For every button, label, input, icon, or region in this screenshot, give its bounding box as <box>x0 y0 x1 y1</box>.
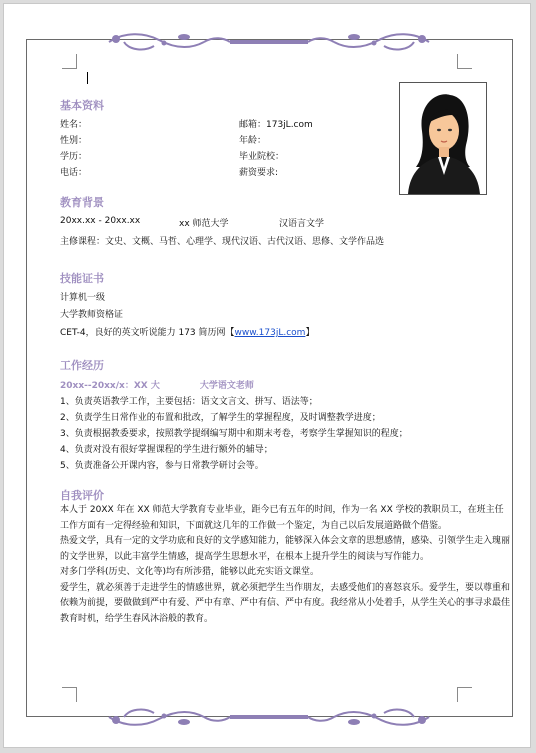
ornament-bottom-icon <box>104 705 434 729</box>
self-eval-body <box>60 503 510 627</box>
section-title-self-eval: 自我评价 <box>60 489 104 502</box>
section-title-skills: 技能证书 <box>60 272 104 285</box>
self-eval-paragraph: 爱学生，就必须善于走进学生的情感世界，就必须把学生当作朋友，去感受他们的喜怒哀乐。爱学生，要以尊重和依赖为前提，要做做到严中有爱、严中有章、严中有信、严中有度。我经常从小处着手，从学生关心的事寻求最佳教育时机，给学生春风沐浴般的教育。 <box>60 582 511 624</box>
avatar-woman-icon <box>400 83 486 194</box>
cert-computer: 计算机一级 <box>60 293 106 303</box>
cert-cet4 <box>60 325 314 338</box>
age-field[interactable]: 年龄： <box>239 136 267 146</box>
cert-teacher: 大学教师资格证 <box>60 310 124 320</box>
email-field[interactable]: 邮箱：173jL.com <box>239 120 313 130</box>
work-item-4: 4、负责对没有很好掌握课程的学生进行额外的辅导； <box>60 445 273 455</box>
section-title-work: 工作经历 <box>60 359 104 372</box>
school-field[interactable]: 毕业院校： <box>239 152 285 162</box>
gender-field[interactable]: 性别： <box>60 136 88 146</box>
self-eval-paragraph: 热爱文学，具有一定的文学功底和良好的文学感知能力，能够深入体会文章的思想感情，感染、引领学生走入瑰丽的文学世界，以此丰富学生情感，提高学生思想水平，在根本上提升学生的阅读与写作能力。 <box>60 536 511 562</box>
work-item-5: 5、负责准备公开课内容，参与日常教学研讨会等。 <box>60 461 264 471</box>
education-school: xx 师范大学 <box>179 219 229 229</box>
work-period: 20xx--20xx/x：XX 大 <box>60 381 160 391</box>
ornament-top-icon <box>104 30 434 54</box>
website-link[interactable]: www.173jL.com <box>234 328 306 338</box>
work-item-3: 3、负责根据教委要求，按照教学提纲编写期中和期末考卷，考察学生掌握知识的程度； <box>60 429 408 439</box>
profile-photo[interactable] <box>399 82 487 195</box>
cet-suffix: 】 <box>305 328 315 338</box>
education-courses: 主修课程：文史、文概、马哲、心理学、现代汉语、古代汉语、思修、文学作品选 <box>60 237 385 247</box>
section-title-education: 教育背景 <box>60 196 104 209</box>
name-field[interactable]: 姓名： <box>60 120 88 130</box>
document-page <box>3 3 531 748</box>
text-cursor <box>87 72 88 84</box>
work-item-2: 2、负责学生日常作业的布置和批改，了解学生的掌握程度，及时调整教学进度； <box>60 413 381 423</box>
cet-text: CET-4，良好的英文听说能力 173 简历网【 <box>60 328 235 338</box>
education-field[interactable]: 学历： <box>60 152 88 162</box>
phone-field[interactable]: 电话： <box>60 168 88 178</box>
education-date: 20xx.xx - 20xx.xx <box>60 216 141 226</box>
section-title-basic: 基本资料 <box>60 99 104 112</box>
salary-field[interactable]: 薪资要求: <box>239 168 279 178</box>
work-item-1: 1、负责英语教学工作，主要包括：语文文言文、拼写、语法等； <box>60 397 318 407</box>
education-major: 汉语言文学 <box>279 219 325 229</box>
work-period-row <box>60 378 254 391</box>
self-eval-paragraph: 本人于 20XX 年在 XX 师范大学教育专业毕业，距今已有五年的时间，作为一名 XX 学校的教职员工，在班主任工作方面有一定得经验和知识，下面就这几年的工作做一个鉴定，为自己以后发展道路做个借鉴。 <box>60 505 504 531</box>
self-eval-paragraph: 对多门学科(历史、文化等)均有所涉猎，能够以此充实语文课堂。 <box>60 567 320 577</box>
work-position: 大学语文老师 <box>199 381 254 391</box>
